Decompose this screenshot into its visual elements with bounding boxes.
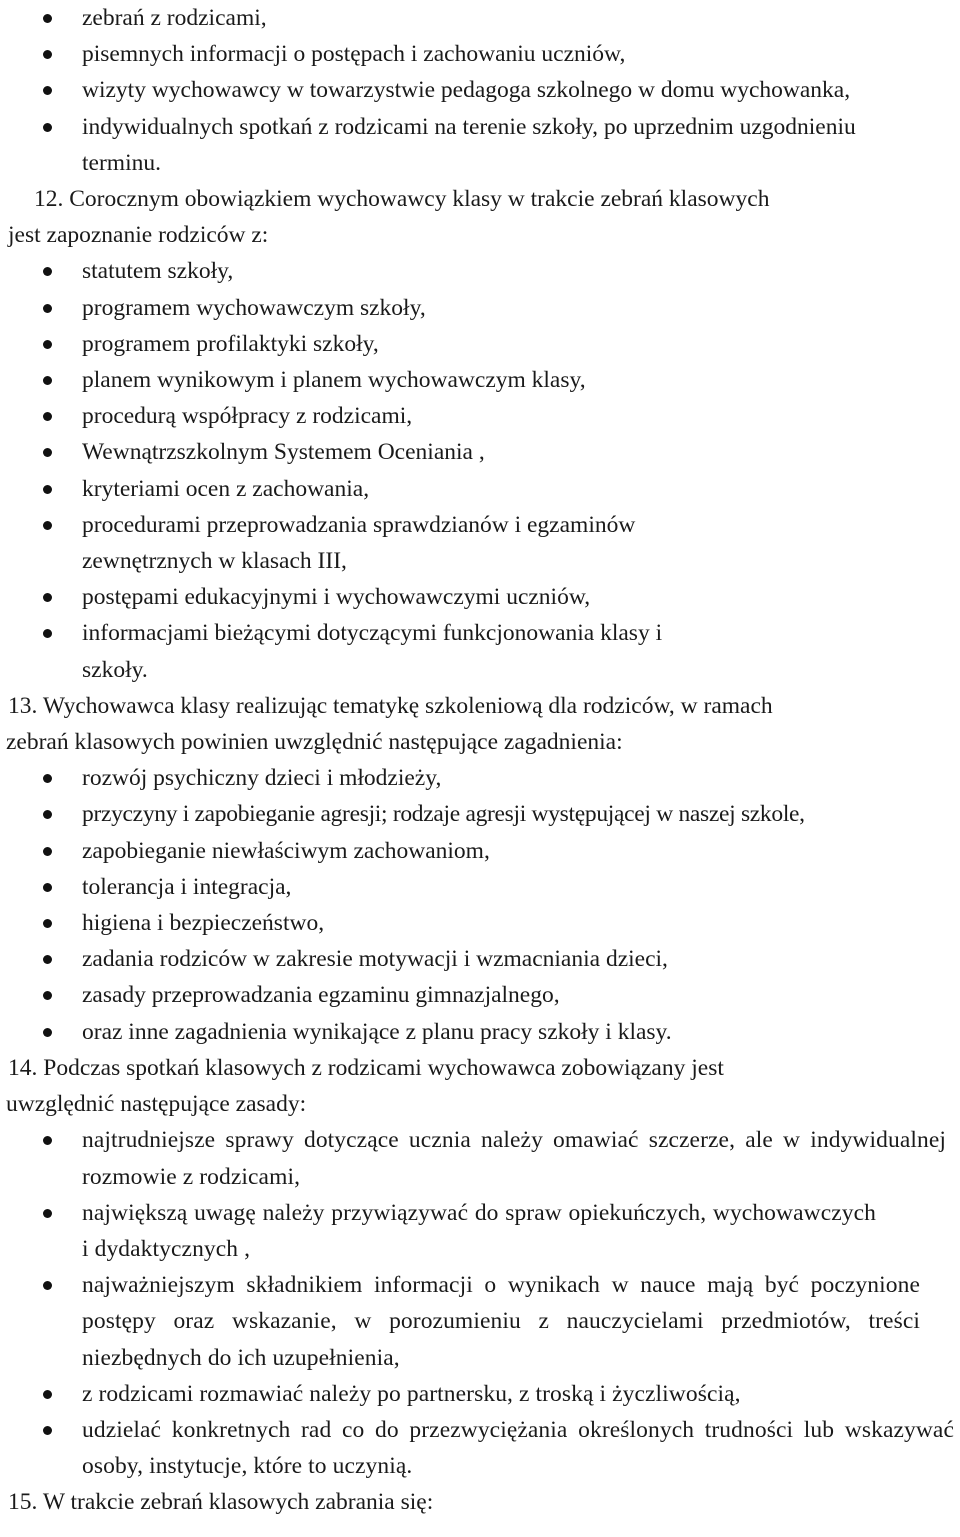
section-13-line2: zebrań klasowych powinien uwzględnić następujące zagadnienia: — [6, 729, 623, 756]
list-item: najtrudniejsze sprawy dotyczące ucznia należy omawiać szczerze, ale w indywidualnej rozmowie z rodzicami, — [0, 1122, 960, 1194]
section-number: 14. — [8, 1054, 38, 1081]
section-14-line1: Podczas spotkań klasowych z rodzicami wychowawca zobowiązany jest — [43, 1054, 724, 1081]
list-item: rozwój psychiczny dzieci i młodzieży, — [0, 760, 960, 796]
list-item: udzielać konkretnych rad co do przezwyciężania określonych trudności lub wskazywać osoby, instytucje, które to uczynią. — [0, 1412, 960, 1484]
section-13-line1: Wychowawca klasy realizując tematykę szkoleniową dla rodziców, w ramach — [42, 692, 773, 719]
section-13 — [0, 688, 960, 1050]
list-item: kryteriami ocen z zachowania, — [0, 471, 960, 507]
section-12-list — [0, 253, 960, 687]
list-item: Wewnątrzszkolnym Systemem Oceniania , — [0, 434, 960, 470]
list-item: tolerancja i integracja, — [0, 869, 960, 905]
list-item: programem profilaktyki szkoły, — [0, 326, 960, 362]
section-number: 12. — [34, 186, 64, 213]
section-12-intro — [0, 181, 960, 253]
list-item — [0, 507, 960, 579]
section-14-intro — [0, 1050, 960, 1122]
list-item: planem wynikowym i planem wychowawczym klasy, — [0, 362, 960, 398]
section-15 — [0, 1484, 960, 1520]
list-item-text: indywidualnych spotkań z rodzicami na terenie szkoły, po uprzednim uzgodnieniu terminu. — [82, 113, 856, 176]
list-item: przyczyny i zapobieganie agresji; rodzaje agresji występującej w naszej szkole, — [0, 796, 960, 832]
list-item: pisemnych informacji o postępach i zachowaniu uczniów, — [0, 36, 960, 72]
section-12-line2: jest zapoznanie rodziców z: — [8, 222, 269, 249]
list-item: postępami edukacyjnymi i wychowawczymi uczniów, — [0, 579, 960, 615]
list-item: oraz inne zagadnienia wynikające z planu pracy szkoły i klasy. — [0, 1014, 960, 1050]
section-14 — [0, 1050, 960, 1484]
list-item-text: procedurami przeprowadzania sprawdzianów i egzaminów zewnętrznych w klasach III, — [82, 511, 636, 575]
list-item — [0, 72, 960, 108]
section-12 — [0, 181, 960, 688]
list-item-text: wizyty wychowawcy w towarzystwie pedagoga szkolnego w domu wychowanka, — [82, 77, 851, 104]
section-14-list — [0, 1122, 960, 1484]
section-13-intro — [0, 688, 960, 760]
list-item: procedurą współpracy z rodzicami, — [0, 398, 960, 434]
list-item — [0, 109, 960, 181]
section-15-intro — [0, 1484, 960, 1520]
list-item: zasady przeprowadzania egzaminu gimnazjalnego, — [0, 977, 960, 1013]
list-item — [0, 615, 960, 687]
section-14-line2: uwzględnić następujące zasady: — [6, 1091, 307, 1118]
section-15-line1: W trakcie zebrań klasowych zabrania się: — [42, 1489, 434, 1516]
list-item: statutem szkoły, — [0, 253, 960, 289]
section-13-list — [0, 760, 960, 1050]
list-item: zebrań z rodzicami, — [0, 0, 960, 36]
section-12-line1: Corocznym obowiązkiem wychowawcy klasy w trakcie zebrań klasowych — [69, 186, 770, 213]
list-item: największą uwagę należy przywiązywać do spraw opiekuńczych, wychowawczych i dydaktycznych , — [0, 1195, 960, 1267]
section-number: 15. — [8, 1489, 38, 1516]
list-item: zapobieganie niewłaściwym zachowaniom, — [0, 833, 960, 869]
list-item: higiena i bezpieczeństwo, — [0, 905, 960, 941]
section-number: 13. — [8, 692, 38, 719]
list-item-text: informacjami bieżącymi dotyczącymi funkcjonowania klasy i szkoły. — [82, 620, 663, 683]
list-item: z rodzicami rozmawiać należy po partnersku, z troską i życzliwością, — [0, 1376, 960, 1412]
list-item: programem wychowawczym szkoły, — [0, 290, 960, 326]
list-item: najważniejszym składnikiem informacji o wynikach w nauce mają być poczynione postępy oraz wskazanie, w porozumieniu z nauczycielami przedmiotów, treści niezbędnych do ich uzupełnienia, — [0, 1267, 960, 1376]
top-bullet-list — [0, 0, 960, 181]
list-item: zadania rodziców w zakresie motywacji i wzmacniania dzieci, — [0, 941, 960, 977]
